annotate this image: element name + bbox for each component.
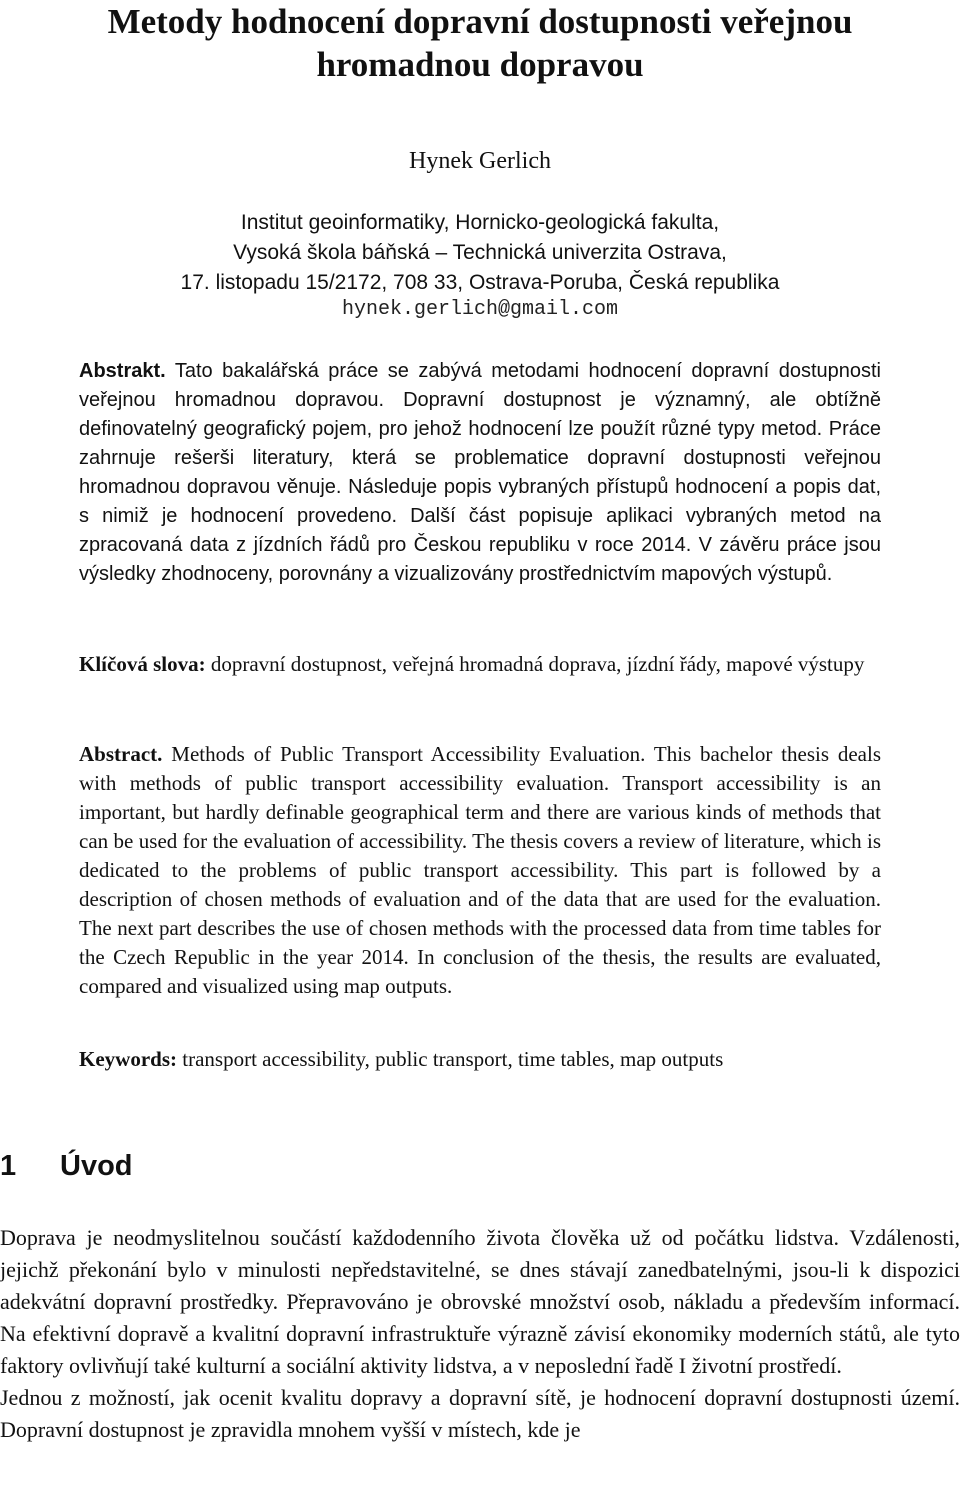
section-body	[0, 1222, 960, 1446]
author-name: Hynek Gerlich	[409, 148, 551, 174]
keywords-english-text: transport accessibility, public transport, time tables, map outputs	[182, 1047, 724, 1071]
keywords-czech	[79, 650, 881, 679]
abstract-english-text: Methods of Public Transport Accessibility Evaluation. This bachelor thesis deals with methods of public transport accessibility evaluation. Transport accessibility is an important, but hardly definable geographical term and there are various kinds of methods that can be used for the evaluation of accessibility. The thesis covers a review of literature, which is dedicated to the problems of public transport accessibility. This part is followed by a description of chosen methods of evaluation and of the data that are used for the evaluation. The next part describes the use of chosen methods with the processed data from time tables for the Czech Republic in the year 2014. In conclusion of the thesis, the results are evaluated, compared and visualized using map outputs.	[79, 742, 882, 998]
body-paragraph: Jednou z možností, jak ocenit kvalitu dopravy a dopravní sítě, je hodnocení dopravní dostupnosti území. Dopravní dostupnost je zpravidla mnohem vyšší v místech, kde je	[0, 1385, 960, 1442]
section-heading	[0, 1148, 133, 1184]
keywords-english	[79, 1045, 881, 1074]
body-paragraph: Doprava je neodmyslitelnou součástí každodenního života člověka už od počátku lidstva. Vzdálenosti, jejichž překonání bylo v minulosti nepředstavitelné, se dnes stávají zanedbatelnými, jsou-li k dispozici adekvátní dopravní prostředky. Přepravováno je obrovské množství osob, nákladu a především informací. Na efektivní dopravě a kvalitní dopravní infrastruktuře výrazně závisí ekonomiky moderních států, ale tyto faktory ovlivňují také kulturní a sociální aktivity lidstva, a v neposlední řadě I životní prostředí.	[0, 1225, 960, 1378]
paper-title: Metody hodnocení dopravní dostupnosti veřejnou hromadnou dopravou	[107, 2, 853, 84]
affiliation-line: Vysoká škola báňská – Technická univerzita Ostrava,	[233, 241, 727, 264]
affiliation-line: 17. listopadu 15/2172, 708 33, Ostrava-Poruba, Česká republika	[180, 271, 780, 294]
abstract-czech-label: Abstrakt.	[79, 360, 166, 382]
section-number: 1	[0, 1150, 17, 1182]
abstract-czech-text: Tato bakalářská práce se zabývá metodami hodnocení dopravní dostupnosti veřejnou hromadnou dopravou. Dopravní dostupnost je významný, ale obtížně definovatelný geografický pojem, pro jehož hodnocení lze použít různé typy metod. Práce zahrnuje rešerši literatury, která se problematice dopravní dostupnosti veřejnou hromadnou dopravou věnuje. Následuje popis vybraných přístupů hodnocení a popis dat, s nimiž je hodnocení provedeno. Další část popisuje aplikaci vybraných metod na zpracovaná data z jízdních řádů pro Českou republiku v roce 2014. V závěru práce jsou výsledky zhodnoceny, porovnány a vizualizovány prostřednictvím mapových výstupů.	[79, 360, 882, 585]
abstract-english	[79, 740, 881, 1001]
keywords-czech-text: dopravní dostupnost, veřejná hromadná doprava, jízdní řády, mapové výstupy	[210, 652, 865, 676]
affiliation	[0, 208, 960, 298]
keywords-czech-label: Klíčová slova:	[79, 652, 206, 676]
section-title: Úvod	[60, 1150, 133, 1182]
abstract-czech	[79, 357, 881, 589]
keywords-english-label: Keywords:	[79, 1047, 177, 1071]
abstract-english-label: Abstract.	[79, 742, 163, 766]
author-email[interactable]: hynek.gerlich@gmail.com	[341, 298, 619, 321]
affiliation-line: Institut geoinformatiky, Hornicko-geologická fakulta,	[240, 211, 720, 234]
